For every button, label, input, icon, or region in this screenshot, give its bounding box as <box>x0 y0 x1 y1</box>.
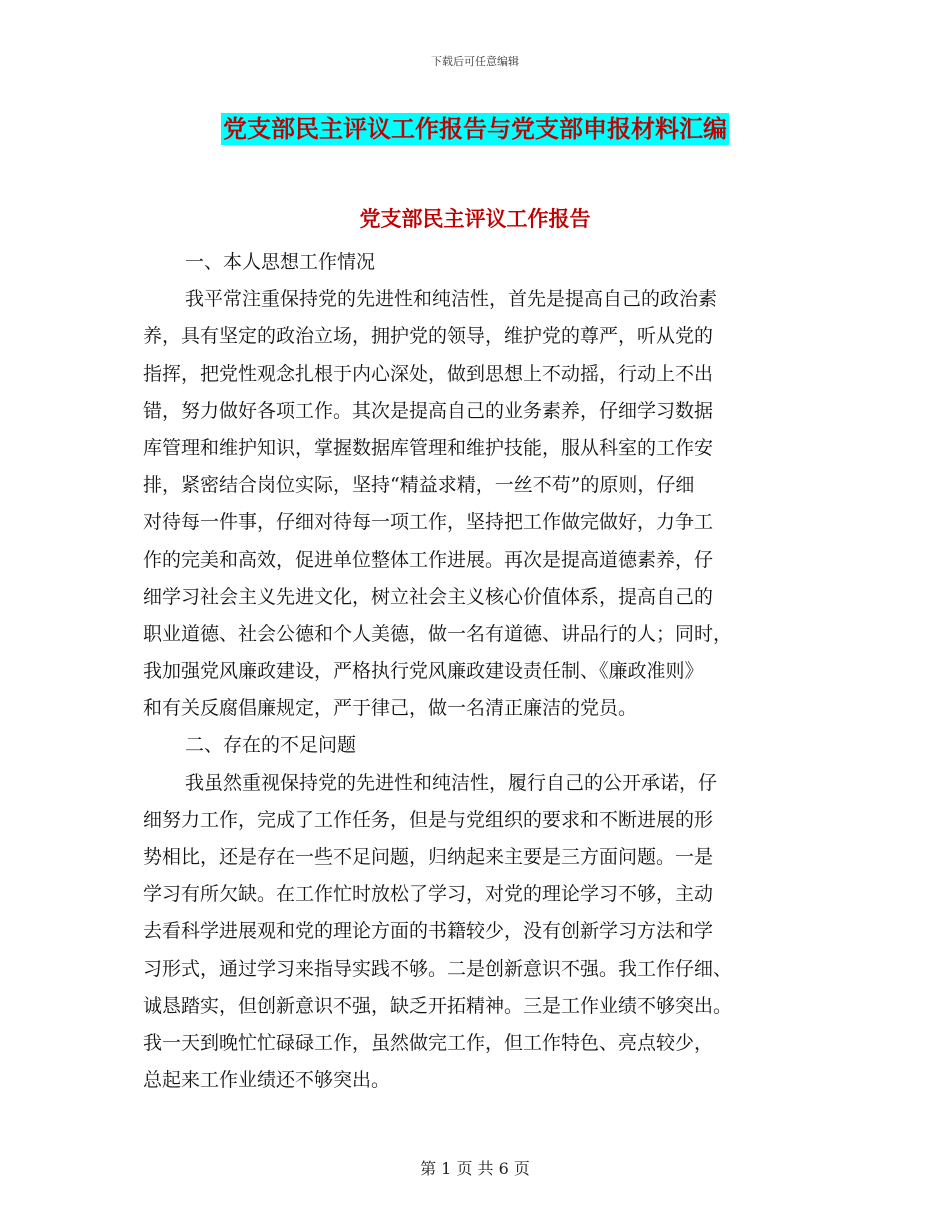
text-line: 去看科学进展观和党的理论方面的书籍较少，没有创新学习方法和学 <box>143 920 714 943</box>
text-line: 总起来工作业绩还不够突出。 <box>143 1069 391 1092</box>
text-line: 职业道德、社会公德和个人美德，做一名有道德、讲品行的人；同时， <box>143 622 733 645</box>
text-line: 和有关反腐倡廉规定，严于律己，做一名清正廉洁的党员。 <box>143 697 638 720</box>
text-line: 排，紧密结合岗位实际，坚持“精益求精，一丝不苟”的原则，仔细 <box>143 474 695 497</box>
text-line: 对待每一件事，仔细对待每一项工作，坚持把工作做完做好，力争工 <box>143 511 714 534</box>
text-line: 二、存在的不足问题 <box>185 734 357 757</box>
text-line: 势相比，还是存在一些不足问题，归纳起来主要是三方面问题。一是 <box>143 846 714 868</box>
header-note: 下载后可任意编辑 <box>431 55 519 68</box>
text-line: 诚恳踏实，但创新意识不强，缺乏开拓精神。三是工作业绩不够突出。 <box>143 994 733 1017</box>
text-line: 库管理和维护知识，掌握数据库管理和维护技能，服从科室的工作安 <box>143 436 714 459</box>
text-line: 习形式，通过学习来指导实践不够。二是创新意识不强。我工作仔细、 <box>143 957 733 980</box>
page-footer: 第 1 页 共 6 页 <box>420 1159 530 1178</box>
text-line: 我平常注重保持党的先进性和纯洁性，首先是提高自己的政治素 <box>185 288 718 311</box>
text-line: 我一天到晚忙忙碌碌工作，虽然做完工作，但工作特色、亮点较少， <box>143 1031 714 1054</box>
text-line: 细学习社会主义先进文化，树立社会主义核心价值体系，提高自己的 <box>143 585 714 608</box>
document-title <box>0 113 950 145</box>
text-line: 我加强党风廉政建设，严格执行党风廉政建设责任制、《廉政准则》 <box>143 660 704 683</box>
text-line: 一、本人思想工作情况 <box>185 251 376 273</box>
text-line: 作的完美和高效，促进单位整体工作进展。再次是提高道德素养，仔 <box>143 548 714 571</box>
section-title: 党支部民主评议工作报告 <box>359 207 591 231</box>
document-title-text: 党支部民主评议工作报告与党支部申报材料汇编 <box>223 115 727 143</box>
text-line: 我虽然重视保持党的先进性和纯洁性，履行自己的公开承诺，仔 <box>185 771 718 794</box>
text-line: 错，努力做好各项工作。其次是提高自己的业务素养，仔细学习数据 <box>143 399 714 422</box>
text-line: 养，具有坚定的政治立场，拥护党的领导，维护党的尊严，听从党的 <box>143 325 714 348</box>
text-line: 学习有所欠缺。在工作忙时放松了学习，对党的理论学习不够，主动 <box>143 883 714 906</box>
text-line: 指挥，把党性观念扎根于内心深处，做到思想上不动摇，行动上不出 <box>143 362 714 385</box>
document-body <box>143 244 803 1099</box>
text-line: 细努力工作，完成了工作任务，但是与党组织的要求和不断进展的形 <box>143 808 714 831</box>
